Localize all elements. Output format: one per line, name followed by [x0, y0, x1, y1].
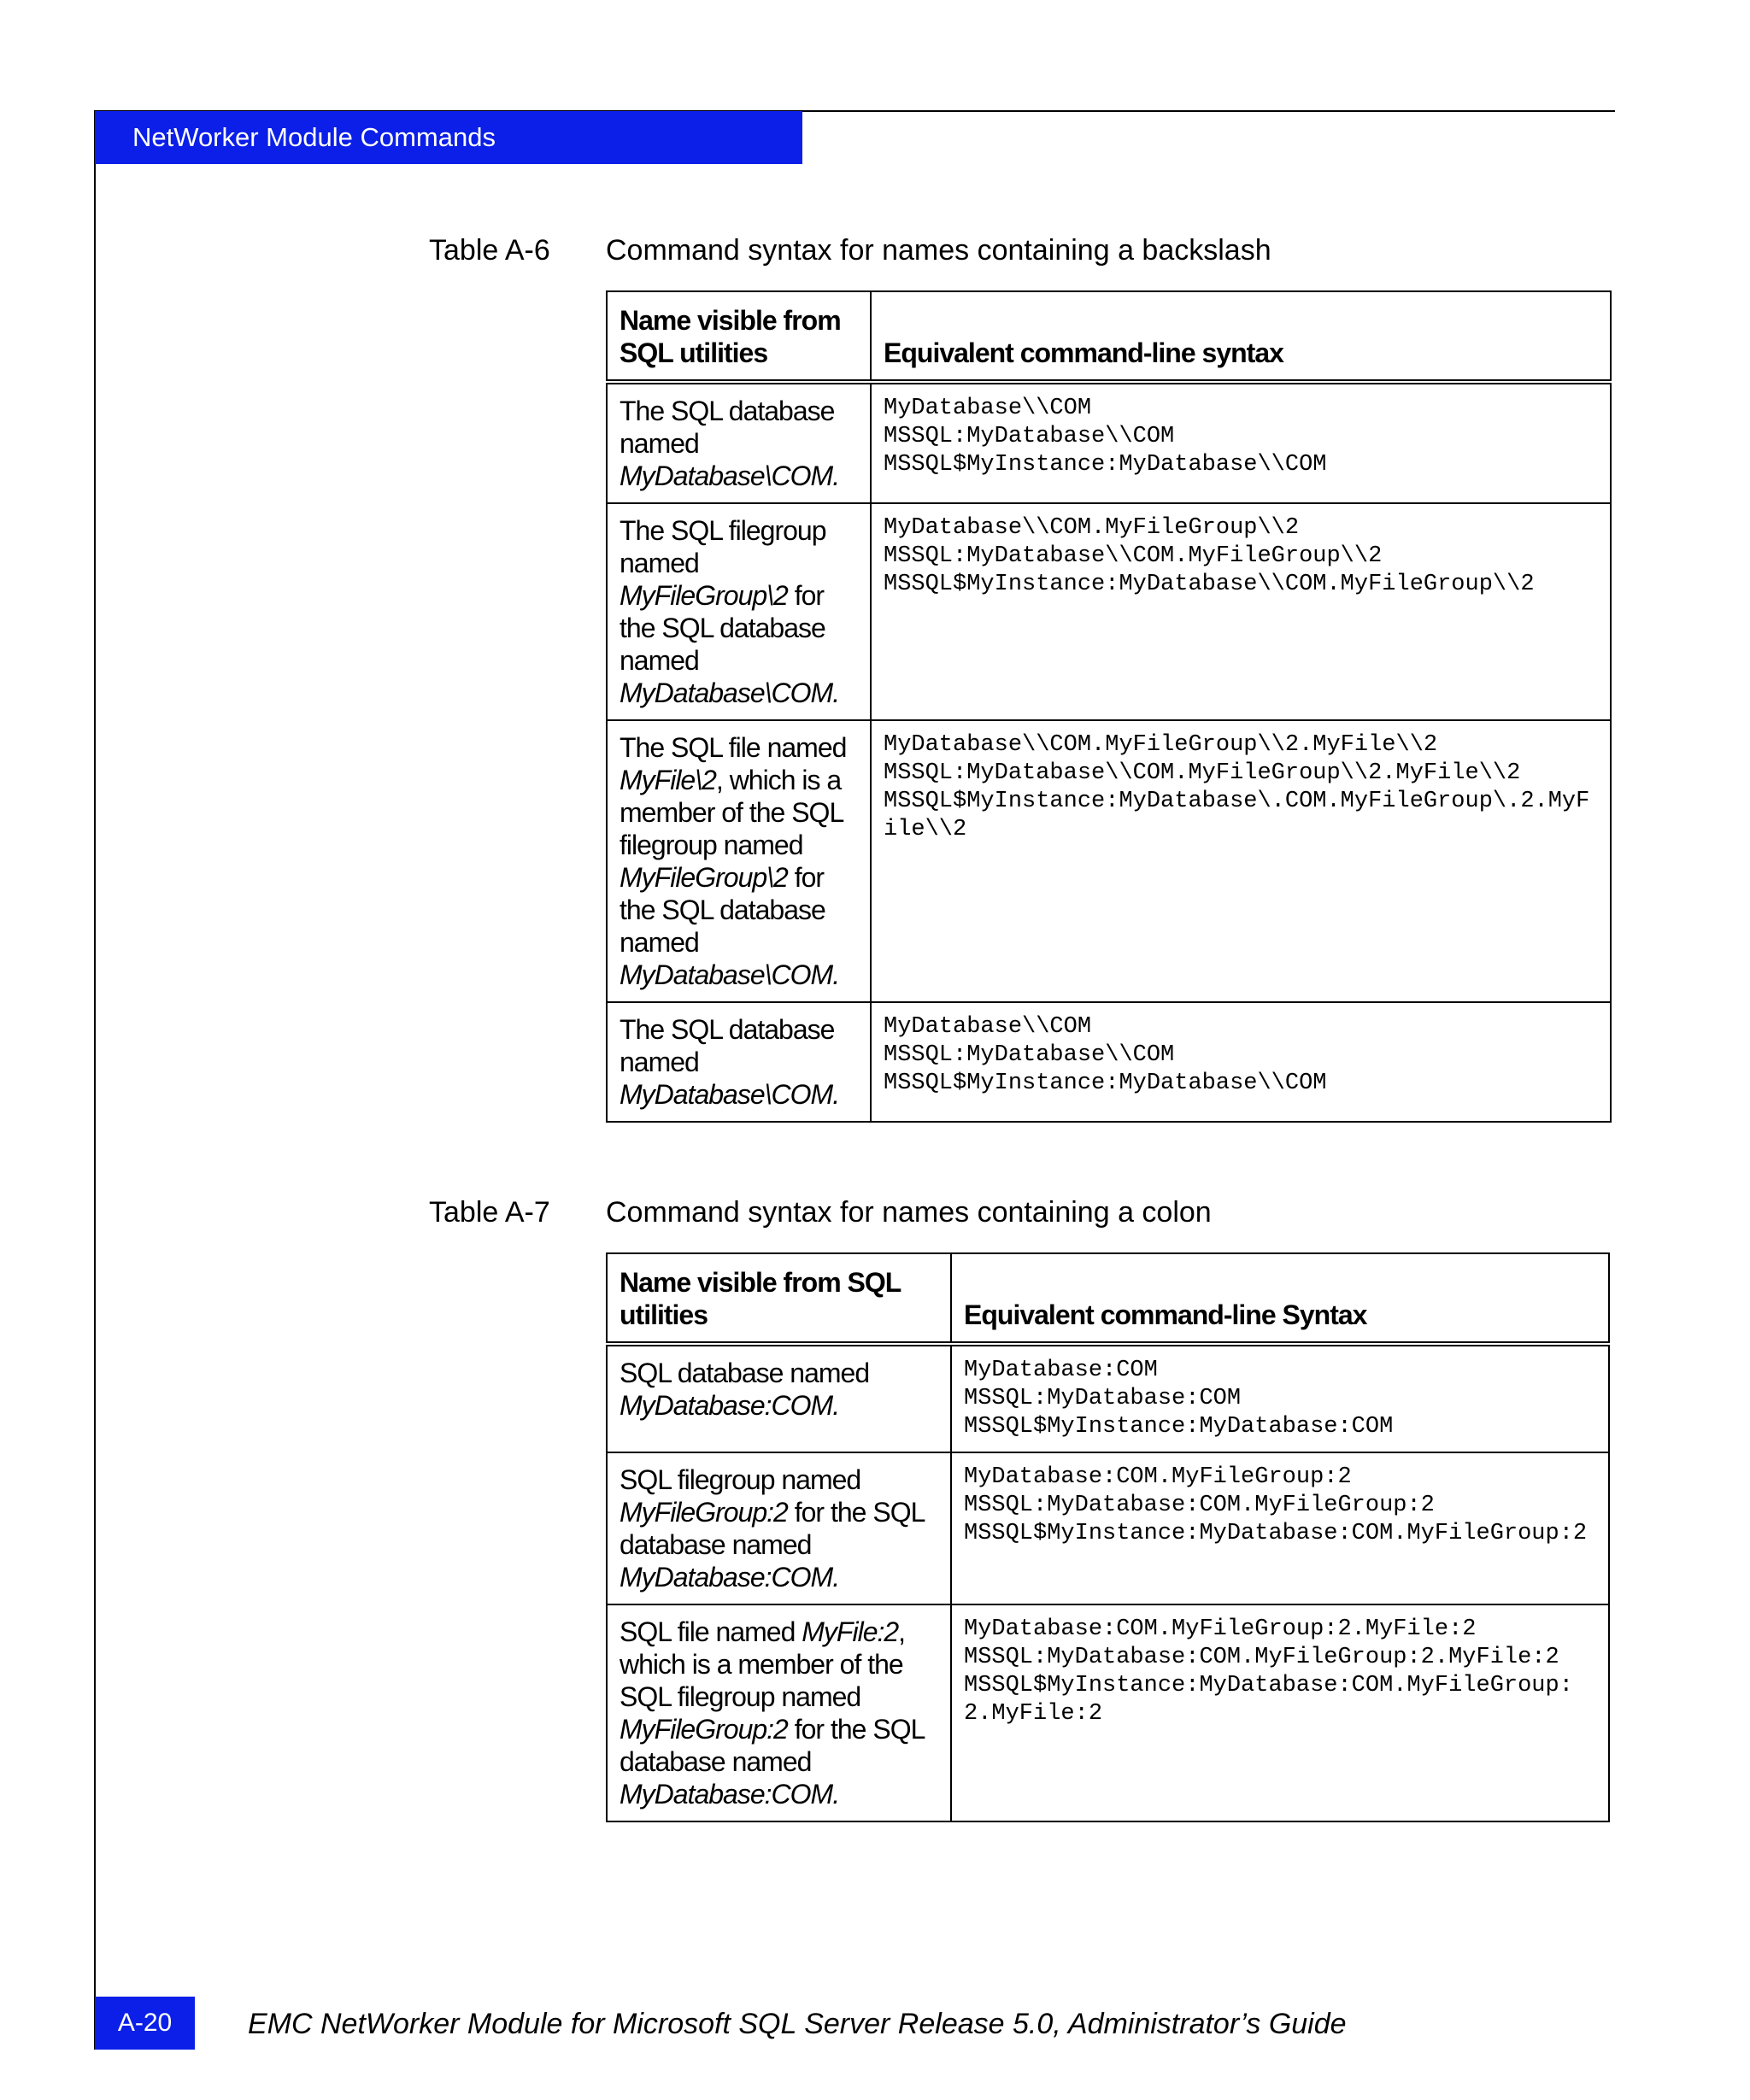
col-header-syntax: Equivalent command-line Syntax — [951, 1253, 1609, 1344]
row-description: The SQL database named MyDatabase\COM. — [607, 1002, 871, 1122]
margin-rule — [94, 110, 96, 2050]
table-row — [607, 503, 1611, 720]
row-syntax: MyDatabase:COM.MyFileGroup:2 MSSQL:MyDatabase:COM.MyFileGroup:2 MSSQL$MyInstance:MyDatabase:COM.MyFileGroup:2 — [951, 1452, 1609, 1604]
table-a7-label: Table A-7 — [429, 1196, 550, 1229]
col-header-name: Name visible from SQL utilities — [607, 291, 871, 382]
table-row — [607, 1344, 1609, 1452]
table-row — [607, 1604, 1609, 1821]
table-a6 — [606, 290, 1612, 1123]
row-syntax: MyDatabase\\COM.MyFileGroup\\2 MSSQL:MyDatabase\\COM.MyFileGroup\\2 MSSQL$MyInstance:MyDatabase\\COM.MyFileGroup\\2 — [871, 503, 1611, 720]
table-a6-label: Table A-6 — [429, 234, 550, 267]
table-a7 — [606, 1252, 1610, 1822]
table-a6-title: Command syntax for names containing a backslash — [606, 234, 1271, 267]
row-description: SQL filegroup named MyFileGroup:2 for the SQL database named MyDatabase:COM. — [607, 1452, 951, 1604]
col-header-syntax: Equivalent command-line syntax — [871, 291, 1611, 382]
page-number: A-20 — [95, 1997, 195, 2050]
section-header: NetWorker Module Commands — [95, 111, 802, 164]
table-header-row — [607, 291, 1611, 382]
table-row — [607, 720, 1611, 1002]
row-description: SQL file named MyFile:2, which is a member of the SQL filegroup named MyFileGroup:2 for the SQL database named MyDatabase:COM. — [607, 1604, 951, 1821]
table-a7-title: Command syntax for names containing a colon — [606, 1196, 1212, 1229]
row-description: SQL database named MyDatabase:COM. — [607, 1344, 951, 1452]
row-syntax: MyDatabase\\COM MSSQL:MyDatabase\\COM MSSQL$MyInstance:MyDatabase\\COM — [871, 1002, 1611, 1122]
table-row — [607, 1002, 1611, 1122]
row-description: The SQL database named MyDatabase\COM. — [607, 382, 871, 503]
row-syntax: MyDatabase\\COM MSSQL:MyDatabase\\COM MSSQL$MyInstance:MyDatabase\\COM — [871, 382, 1611, 503]
row-syntax: MyDatabase:COM.MyFileGroup:2.MyFile:2 MSSQL:MyDatabase:COM.MyFileGroup:2.MyFile:2 MSSQL$MyInstance:MyDatabase:COM.MyFileGroup:2.MyFile:2 — [951, 1604, 1609, 1821]
row-description: The SQL file named MyFile\2, which is a member of the SQL filegroup named MyFileGroup\2 for the SQL database named MyDatabase\COM. — [607, 720, 871, 1002]
col-header-name: Name visible from SQL utilities — [607, 1253, 951, 1344]
row-description: The SQL filegroup named MyFileGroup\2 for the SQL database named MyDatabase\COM. — [607, 503, 871, 720]
table-row — [607, 1452, 1609, 1604]
row-syntax: MyDatabase:COM MSSQL:MyDatabase:COM MSSQL$MyInstance:MyDatabase:COM — [951, 1344, 1609, 1452]
table-header-row — [607, 1253, 1609, 1344]
footer-book-title: EMC NetWorker Module for Microsoft SQL Server Release 5.0, Administrator’s Guide — [248, 2008, 1347, 2040]
table-row — [607, 382, 1611, 503]
row-syntax: MyDatabase\\COM.MyFileGroup\\2.MyFile\\2 MSSQL:MyDatabase\\COM.MyFileGroup\\2.MyFile\\2 MSSQL$MyInstance:MyDatabase\.COM.MyFileGroup\.2.MyFile\\2 — [871, 720, 1611, 1002]
